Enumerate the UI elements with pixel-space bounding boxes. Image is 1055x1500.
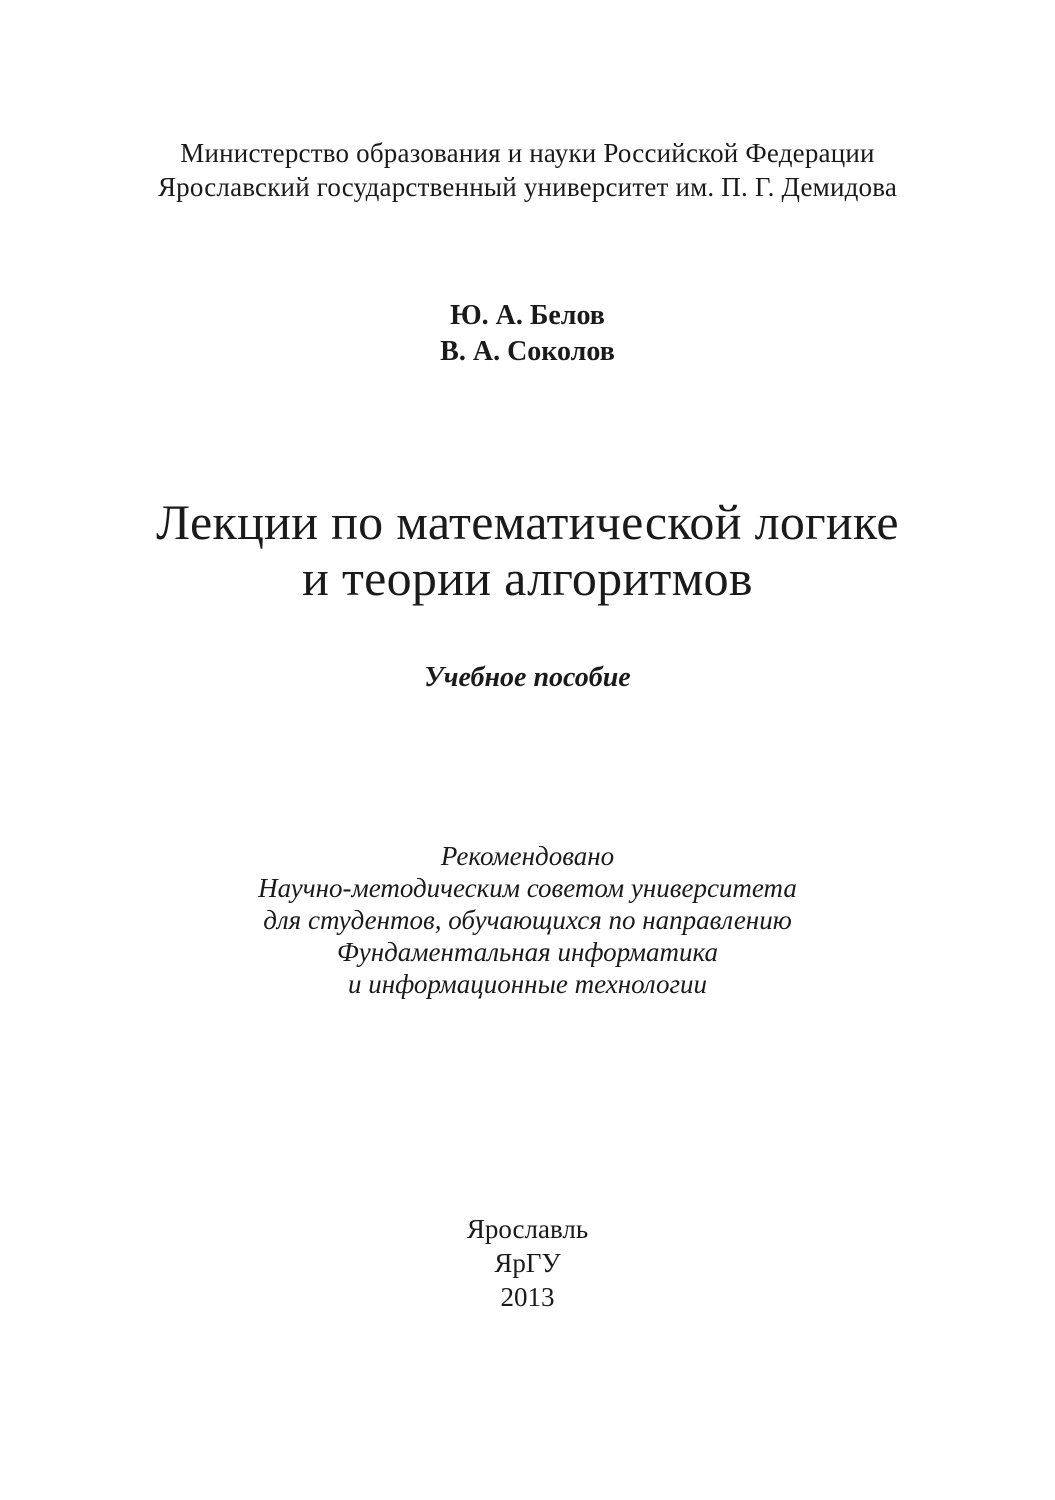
imprint-city: Ярославль <box>466 1214 589 1244</box>
authors <box>0 298 1055 370</box>
recommendation-line-3: для студентов, обучающихся по направлению <box>263 905 792 935</box>
university-name: Ярославский государственный университет им. П. Г. Демидова <box>157 172 898 202</box>
author-1: Ю. А. Белов <box>450 300 605 331</box>
institution-header <box>0 136 1055 204</box>
recommendation-line-5: и информационные технологии <box>347 969 708 999</box>
book-subtitle <box>0 660 1055 696</box>
ministry-name: Министерство образования и науки Российской Федерации <box>180 138 875 168</box>
book-title-line-1: Лекции по математической логике <box>156 494 899 550</box>
recommendation <box>0 840 1055 1000</box>
recommendation-line-1: Рекомендовано <box>440 841 615 871</box>
imprint-year: 2013 <box>500 1282 555 1312</box>
recommendation-line-2: Научно-методическим советом университета <box>258 873 797 903</box>
book-type: Учебное пособие <box>424 662 631 693</box>
imprint-publisher: ЯрГУ <box>494 1248 561 1278</box>
author-2: В. А. Соколов <box>440 336 615 367</box>
recommendation-line-4: Фундаментальная информатика <box>337 937 718 967</box>
imprint <box>0 1212 1055 1314</box>
book-title-line-2: и теории алгоритмов <box>302 550 753 606</box>
book-title <box>0 494 1055 606</box>
